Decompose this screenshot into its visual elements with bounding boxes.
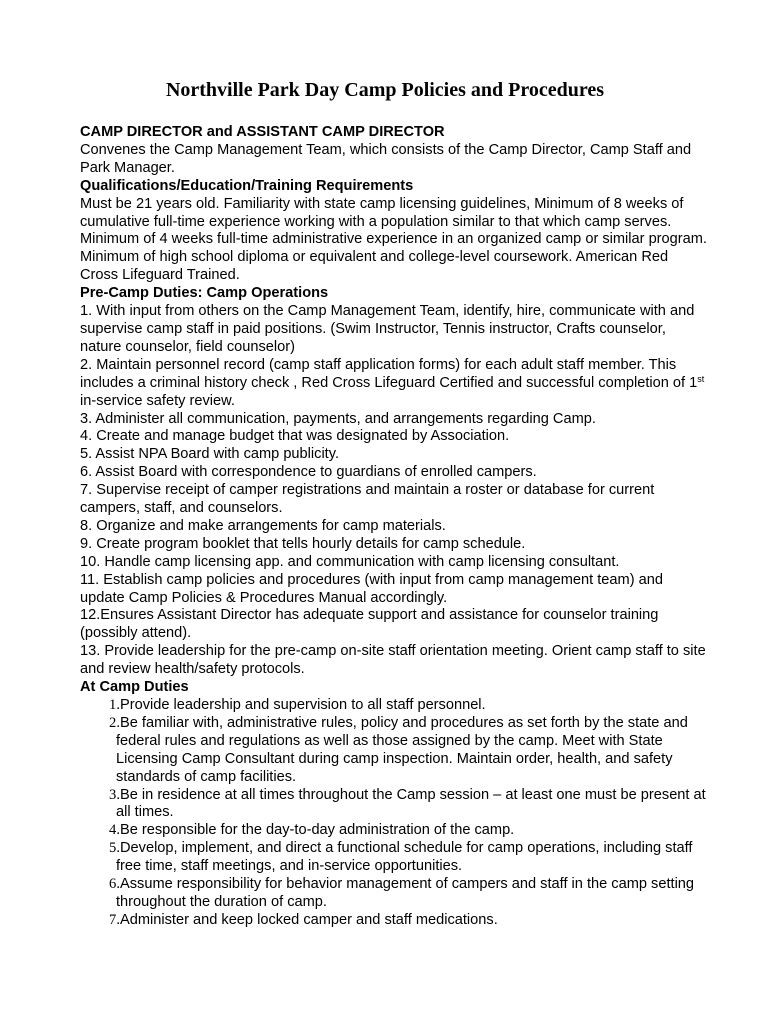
list-number: 5. <box>109 840 120 857</box>
ordinal-suffix: st <box>697 373 705 384</box>
list-number: 7. <box>109 911 120 928</box>
list-number: 3. <box>109 786 120 803</box>
list-number: 6. <box>109 876 120 893</box>
precamp-item: 3. Administer all communication, payments, and arrangements regarding Camp. <box>80 410 596 427</box>
section-text-qualifications: Must be 21 years old. Familiarity with state camp licensing guidelines, Minimum of 8 weeks of cumulative full-time experience working with a population similar to that which camp serves. Minimum of 4 weeks full-time administrative experience in an organized camp or similar program. Minimum of high school diploma or equivalent and college-level coursework. American Red Cross Lifeguard Trained. <box>80 195 707 284</box>
section-heading-precamp: Pre-Camp Duties: Camp Operations <box>80 285 329 302</box>
atcamp-item-text: Be familiar with, administrative rules, policy and procedures as set forth by the state and federal rules and regulations as well as those assigned by the camp. Meet with State Licensing Camp Consultant during camp inspection. Maintain order, health, and safety standards of camp facilities. <box>116 714 688 785</box>
atcamp-list <box>80 697 708 930</box>
section-text-director: Convenes the Camp Management Team, which consists of the Camp Director, Camp Staff and Park Manager. <box>80 141 692 176</box>
atcamp-item <box>80 912 708 930</box>
atcamp-item-text: Provide leadership and supervision to all staff personnel. <box>120 697 486 713</box>
precamp-item: 9. Create program booklet that tells hourly details for camp schedule. <box>80 535 526 552</box>
precamp-item: 8. Organize and make arrangements for camp materials. <box>80 517 446 534</box>
precamp-item <box>80 357 708 411</box>
atcamp-item-text: Assume responsibility for behavior management of campers and staff in the camp setting throughout the duration of camp. <box>116 876 695 910</box>
precamp-item: 12.Ensures Assistant Director has adequate support and assistance for counselor training (possibly attend). <box>80 607 659 642</box>
atcamp-item-text: Be responsible for the day-to-day administration of the camp. <box>120 822 515 839</box>
precamp-item: 10. Handle camp licensing app. and communication with camp licensing consultant. <box>80 553 620 570</box>
atcamp-item-text: Develop, implement, and direct a functional schedule for camp operations, including staff free time, staff meetings, and in-service opportunities. <box>116 840 693 875</box>
precamp-item: 1. With input from others on the Camp Management Team, identify, hire, communicate with and supervise camp staff in paid positions. (Swim Instructor, Tennis instructor, Crafts counselor, nature counselor, field counselor) <box>80 303 695 355</box>
section-heading-atcamp: At Camp Duties <box>80 679 189 696</box>
atcamp-item <box>80 787 708 823</box>
atcamp-item-text: Administer and keep locked camper and staff medications. <box>120 911 498 928</box>
precamp-item: 11. Establish camp policies and procedures (with input from camp management team) and update Camp Policies & Procedures Manual accordingly. <box>80 571 663 606</box>
atcamp-item <box>80 715 708 787</box>
precamp-item: 5. Assist NPA Board with camp publicity. <box>80 446 340 463</box>
section-heading-qualifications: Qualifications/Education/Training Requirements <box>80 177 414 194</box>
atcamp-item-text: Be in residence at all times throughout the Camp session – at least one must be present at all times. <box>116 786 706 821</box>
precamp-item: 13. Provide leadership for the pre-camp on-site staff orientation meeting. Orient camp staff to site and review health/safety protocols. <box>80 643 706 678</box>
precamp-item: 6. Assist Board with correspondence to guardians of enrolled campers. <box>80 464 537 481</box>
precamp-item-tail: in-service safety review. <box>80 392 235 409</box>
precamp-item: 4. Create and manage budget that was designated by Association. <box>80 428 510 445</box>
document-title: Northville Park Day Camp Policies and Procedures <box>165 79 605 101</box>
section-heading-director: CAMP DIRECTOR and ASSISTANT CAMP DIRECTOR <box>80 124 445 140</box>
document-body <box>80 124 708 930</box>
list-number: 1. <box>109 697 120 713</box>
precamp-item-text: 2. Maintain personnel record (camp staff application forms) for each adult staff member. This includes a criminal history check , Red Cross Lifeguard Certified and successful completion of 1 <box>80 356 698 391</box>
atcamp-item <box>80 876 708 912</box>
atcamp-item <box>80 697 708 715</box>
list-number: 4. <box>109 822 120 839</box>
precamp-item: 7. Supervise receipt of camper registrations and maintain a roster or database for current campers, staff, and counselors. <box>80 482 655 517</box>
list-number: 2. <box>109 714 120 731</box>
atcamp-item <box>80 840 708 876</box>
atcamp-item <box>80 822 708 840</box>
